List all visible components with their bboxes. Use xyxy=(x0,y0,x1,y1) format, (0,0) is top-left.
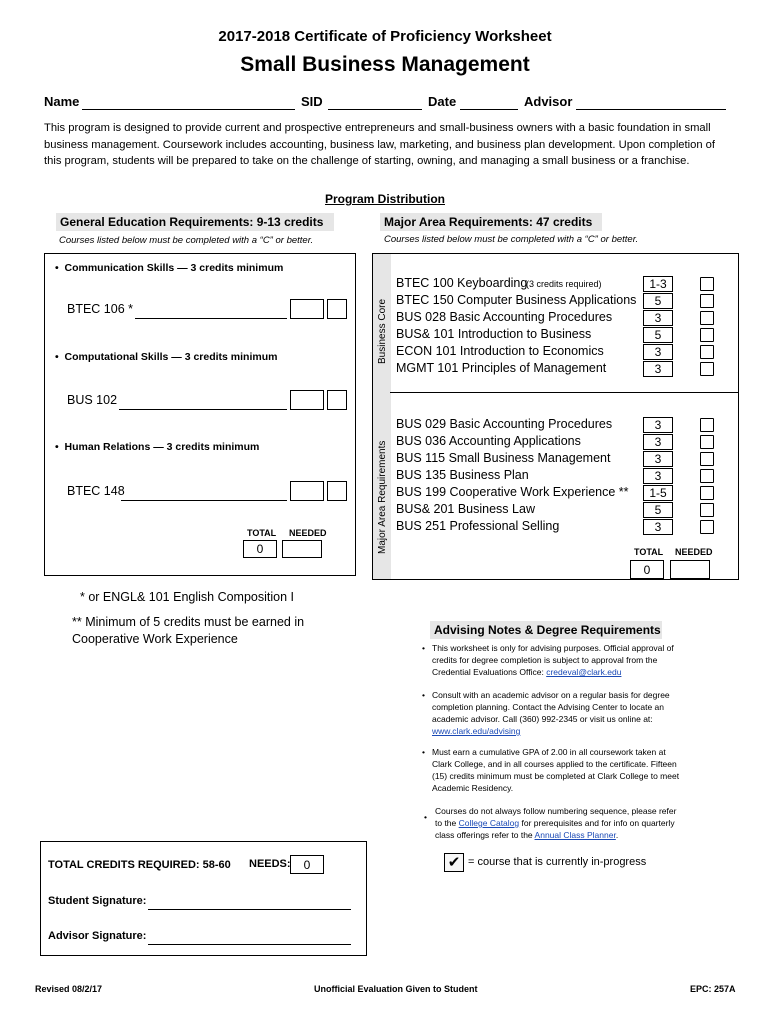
advising-note-4-text-c: . xyxy=(615,830,619,840)
credit-box[interactable]: 3 xyxy=(643,468,673,484)
course-name: BTEC 150 Computer Business Applications xyxy=(396,293,637,307)
course-row xyxy=(396,293,726,310)
credit-box[interactable]: 5 xyxy=(643,293,673,309)
course-name: BUS 115 Small Business Management xyxy=(396,451,611,465)
course-name: MGMT 101 Principles of Management xyxy=(396,361,607,375)
date-label: Date xyxy=(428,94,457,109)
course-row xyxy=(396,310,726,327)
major-box xyxy=(372,253,739,580)
course-name: BUS 251 Professional Selling xyxy=(396,519,560,533)
major-heading: Major Area Requirements: 47 credits xyxy=(380,213,602,231)
sid-label: SID xyxy=(301,94,323,109)
course-name: BUS 036 Accounting Applications xyxy=(396,434,581,448)
gen-ed-needed-value[interactable] xyxy=(282,540,322,558)
program-distribution-heading: Program Distribution xyxy=(324,192,445,206)
course-row xyxy=(396,485,726,502)
business-core-label: Business Core xyxy=(377,298,388,364)
in-progress-checkbox[interactable] xyxy=(700,328,714,342)
comm-credit-box[interactable] xyxy=(290,299,324,319)
in-progress-checkbox[interactable] xyxy=(700,452,714,466)
bullet: • xyxy=(422,690,425,700)
credit-box[interactable]: 1-3 xyxy=(643,276,673,292)
credeval-link[interactable]: credeval@clark.edu xyxy=(546,667,622,677)
major-total-label: TOTAL xyxy=(634,547,664,557)
course-row xyxy=(396,519,726,536)
date-field[interactable] xyxy=(460,94,518,110)
credit-box[interactable]: 3 xyxy=(643,519,673,535)
major-req-label: Major Area Requirements xyxy=(377,440,388,554)
in-progress-checkbox[interactable] xyxy=(700,362,714,376)
credit-box[interactable]: 3 xyxy=(643,361,673,377)
footnote-double-1: ** Minimum of 5 credits must be earned in xyxy=(72,615,305,629)
in-progress-checkbox[interactable] xyxy=(700,311,714,325)
hr-course-label: BTEC 148 xyxy=(67,484,125,498)
course-row xyxy=(396,417,726,434)
course-name: BUS& 201 Business Law xyxy=(396,502,535,516)
course-row xyxy=(396,468,726,485)
course-row xyxy=(396,361,726,378)
comm-skills-heading: • Communication Skills — 3 credits minimum xyxy=(55,262,284,274)
footnote-double-2: Cooperative Work Experience xyxy=(72,632,238,646)
gen-ed-total-label: TOTAL xyxy=(247,528,277,538)
advising-link[interactable]: www.clark.edu/advising xyxy=(432,726,521,736)
course-note: (3 credits required) xyxy=(526,279,602,289)
annual-class-planner-link[interactable]: Annual Class Planner xyxy=(534,830,616,840)
course-row xyxy=(396,327,726,344)
credit-box[interactable]: 3 xyxy=(643,310,673,326)
college-catalog-link[interactable]: College Catalog xyxy=(458,818,520,828)
gen-ed-needed-label: NEEDED xyxy=(289,528,327,538)
course-name: BUS 029 Basic Accounting Procedures xyxy=(396,417,613,431)
course-row xyxy=(396,344,726,361)
in-progress-checkbox[interactable] xyxy=(700,345,714,359)
worksheet-subtitle: 2017-2018 Certificate of Proficiency Worksheet xyxy=(218,28,552,45)
credit-box[interactable]: 5 xyxy=(643,327,673,343)
program-description: This program is designed to provide current and prospective entrepreneurs and small-business owners with a basic foundation in small business management. Coursework includes accounting, business law, marketing, and business plan development. Upon completion of this program, students will be prepared to take on the challenge of starting, owning, and managing a small business or a franchise. xyxy=(44,122,716,167)
advising-note-4-text-a: Courses do not always follow numbering sequence, please refer to the xyxy=(435,806,677,828)
credit-box[interactable]: 5 xyxy=(643,502,673,518)
bullet: • xyxy=(422,747,425,757)
hr-heading: • Human Relations — 3 credits minimum xyxy=(55,441,260,453)
footnote-single: * or ENGL& 101 English Composition I xyxy=(80,590,294,604)
advisor-signature-label: Advisor Signature: xyxy=(48,930,147,942)
name-field[interactable] xyxy=(82,94,295,110)
hr-check-box[interactable] xyxy=(327,481,347,501)
gen-ed-heading: General Education Requirements: 9-13 credits xyxy=(56,213,334,231)
major-needed-label: NEEDED xyxy=(675,547,713,557)
comp-course-field[interactable] xyxy=(119,394,287,410)
student-signature-label: Student Signature: xyxy=(48,895,147,907)
advisor-label: Advisor xyxy=(524,94,573,109)
advising-note-4 xyxy=(424,805,685,841)
needs-value[interactable]: 0 xyxy=(290,855,324,874)
comm-course-label: BTEC 106 * xyxy=(67,302,134,316)
comp-course-label: BUS 102 xyxy=(67,393,118,407)
advising-note-1-text: This worksheet is only for advising purposes. Official approval of credits for degree completion is subject to approval from the Credential Evaluations Office: xyxy=(432,643,674,677)
advising-note-3 xyxy=(422,746,682,794)
advisor-field[interactable] xyxy=(576,94,726,110)
course-row xyxy=(396,502,726,519)
advising-note-3-text: Must earn a cumulative GPA of 2.00 in all coursework taken at Clark College, and in all courses applied to the certificate. Fifteen (15) credits minimum must be completed at Clark College to meet Academic Residency. xyxy=(432,747,680,793)
gen-ed-total-value[interactable]: 0 xyxy=(243,540,277,558)
advisor-signature-field[interactable] xyxy=(148,929,351,945)
major-note: Courses listed below must be completed with a “C” or better. xyxy=(384,234,639,245)
comm-course-field[interactable] xyxy=(135,303,287,319)
course-row xyxy=(396,434,726,451)
major-needed-value[interactable] xyxy=(670,560,710,579)
advising-note-2 xyxy=(422,689,690,737)
sid-field[interactable] xyxy=(328,94,422,110)
course-name: BUS 028 Basic Accounting Procedures xyxy=(396,310,613,324)
advising-heading: Advising Notes & Degree Requirements xyxy=(430,621,662,639)
comp-credit-box[interactable] xyxy=(290,390,324,410)
course-name: BUS 199 Cooperative Work Experience ** xyxy=(396,485,629,499)
advising-note-2-text: Consult with an academic advisor on a regular basis for degree completion planning. Contact the Advising Center to locate an academic advisor. Call (360) 992-2345 or visit us online at: xyxy=(432,690,670,724)
needs-label: NEEDS: xyxy=(249,858,291,870)
legend-text: = course that is currently in-progress xyxy=(468,856,647,868)
course-name: BUS 135 Business Plan xyxy=(396,468,529,482)
checkmark-icon: ✔ xyxy=(444,853,464,872)
name-label: Name xyxy=(44,94,80,109)
bullet: • xyxy=(424,812,427,822)
advising-note-1 xyxy=(422,642,682,678)
gen-ed-box xyxy=(44,253,356,576)
in-progress-checkbox[interactable] xyxy=(700,435,714,449)
in-progress-checkbox[interactable] xyxy=(700,486,714,500)
credit-box[interactable]: 3 xyxy=(643,434,673,450)
credit-box[interactable]: 3 xyxy=(643,451,673,467)
course-row xyxy=(396,276,726,293)
revised-date: Revised 08/2/17 xyxy=(35,984,103,994)
gen-ed-note: Courses listed below must be completed with a “C” or better. xyxy=(59,235,314,246)
course-name: BUS& 101 Introduction to Business xyxy=(396,327,592,341)
major-total-value[interactable]: 0 xyxy=(630,560,664,579)
bullet: • xyxy=(422,643,425,653)
credit-box[interactable]: 3 xyxy=(643,417,673,433)
section-divider xyxy=(390,392,739,393)
comp-check-box[interactable] xyxy=(327,390,347,410)
program-title: Small Business Management xyxy=(240,53,530,76)
hr-credit-box[interactable] xyxy=(290,481,324,501)
footer-center: Unofficial Evaluation Given to Student xyxy=(314,984,478,994)
course-row xyxy=(396,451,726,468)
in-progress-checkbox[interactable] xyxy=(700,503,714,517)
credit-box[interactable]: 1-5 xyxy=(643,485,673,501)
course-name: ECON 101 Introduction to Economics xyxy=(396,344,604,358)
in-progress-checkbox[interactable] xyxy=(700,469,714,483)
in-progress-checkbox[interactable] xyxy=(700,277,714,291)
in-progress-checkbox[interactable] xyxy=(700,294,714,308)
in-progress-checkbox[interactable] xyxy=(700,418,714,432)
hr-course-field[interactable] xyxy=(121,485,287,501)
epc-code: EPC: 257A xyxy=(690,984,736,994)
student-signature-field[interactable] xyxy=(148,894,351,910)
advising-note-4-text-b: for prerequisites and for info on quarterly class offerings refer to the xyxy=(435,818,675,840)
comp-skills-heading: • Computational Skills — 3 credits minimum xyxy=(55,351,278,363)
in-progress-checkbox[interactable] xyxy=(700,520,714,534)
comm-check-box[interactable] xyxy=(327,299,347,319)
signature-box xyxy=(40,841,367,956)
course-name: BTEC 100 Keyboarding xyxy=(396,276,528,290)
credit-box[interactable]: 3 xyxy=(643,344,673,360)
total-credits-required: TOTAL CREDITS REQUIRED: 58-60 xyxy=(48,859,231,871)
